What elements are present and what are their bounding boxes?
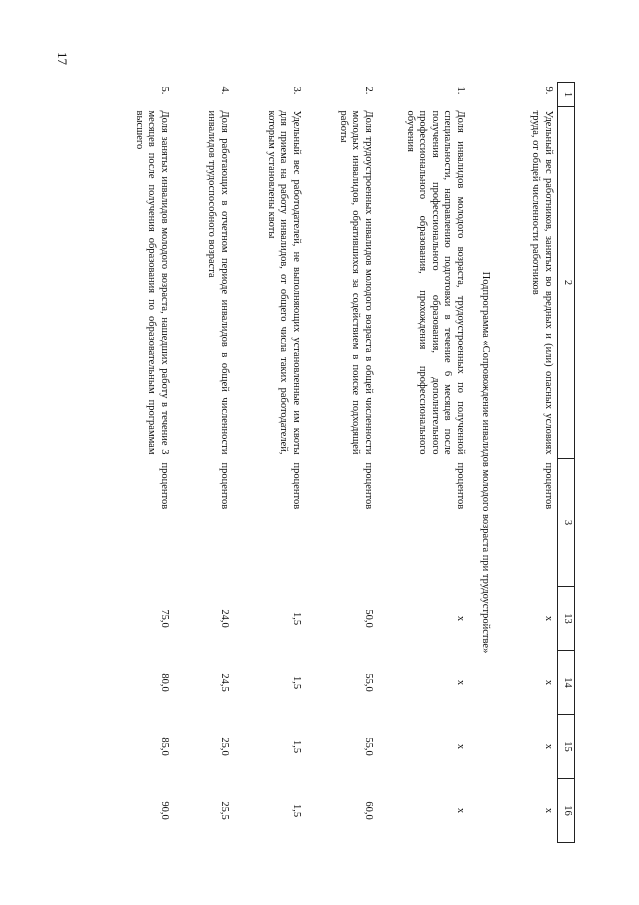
table-row xyxy=(173,83,233,843)
header-cell-14: 14 xyxy=(558,651,575,715)
value-col-15: x xyxy=(543,743,554,750)
indicator-unit: процентов xyxy=(362,462,374,510)
table-row xyxy=(233,83,305,843)
value-col-14: 80,0 xyxy=(158,673,170,692)
header-cell-3: 3 xyxy=(558,459,575,587)
indicator-unit: процентов xyxy=(290,462,302,510)
row-number: 2. xyxy=(362,86,374,95)
indicator-unit: процентов xyxy=(454,462,466,510)
table-header-row xyxy=(558,83,575,843)
value-col-15: 85,0 xyxy=(158,737,170,756)
value-col-13: 50,0 xyxy=(362,609,374,628)
indicator-name: Удельный вес работников, занятых во вредных и (или) опасных условиях труда, от общей численности работников xyxy=(530,110,554,455)
header-cell-16: 16 xyxy=(558,779,575,843)
subprogram-row xyxy=(469,83,500,843)
indicator-name: Доля трудоустроенных инвалидов молодого возраста в общей численности молодых инвалидов, обратившихся за содействием в поиске подходящей работы xyxy=(337,110,374,455)
header-cell-1: 1 xyxy=(558,83,575,107)
row-number: 9. xyxy=(543,86,554,95)
value-col-15: x xyxy=(454,743,466,750)
page-number: 17 xyxy=(55,52,70,65)
value-col-16: x xyxy=(454,807,466,814)
value-col-14: 55,0 xyxy=(362,673,374,692)
value-col-13: x xyxy=(454,615,466,622)
table-row xyxy=(305,83,377,843)
value-col-15: 55,0 xyxy=(362,737,374,756)
header-cell-15: 15 xyxy=(558,715,575,779)
indicators-table xyxy=(127,82,575,843)
value-col-14: 24,5 xyxy=(218,673,230,692)
row-number: 5. xyxy=(158,86,170,95)
indicator-unit: процентов xyxy=(543,462,554,510)
value-col-14: 1,5 xyxy=(290,675,302,690)
value-col-16: 60,0 xyxy=(362,801,374,820)
indicator-name: Удельный вес работодателей, не выполняющих установленные им квоты для приема на работу инвалидов, от общего числа таких работодателей, которым установлены квоты xyxy=(265,110,302,455)
value-col-15: 25,0 xyxy=(218,737,230,756)
indicator-name: Доля занятых инвалидов молодого возраста, нашедших работу в течение 3 месяцев после получения образования по образовательным программам высшего xyxy=(133,110,170,455)
value-col-15: 1,5 xyxy=(290,739,302,754)
row-number: 1. xyxy=(454,86,466,95)
subprogram-title: Подпрограмма «Сопровождение инвалидов молодого возраста при трудоустройстве» xyxy=(480,271,492,654)
header-cell-13: 13 xyxy=(558,587,575,651)
value-col-16: x xyxy=(543,807,554,814)
table-row xyxy=(377,83,469,843)
value-col-13: 1,5 xyxy=(290,611,302,626)
row-number: 4. xyxy=(218,86,230,95)
value-col-16: 1,5 xyxy=(290,803,302,818)
value-col-13: x xyxy=(543,615,554,622)
indicator-name: Доля работающих в отчетном периоде инвалидов в общей численности инвалидов трудоспособного возраста xyxy=(206,110,230,455)
value-col-13: 24,0 xyxy=(218,609,230,628)
value-col-14: x xyxy=(454,679,466,686)
value-col-14: x xyxy=(543,679,554,686)
indicator-unit: процентов xyxy=(158,462,170,510)
table-row xyxy=(127,83,173,843)
rotated-table-wrapper xyxy=(105,82,575,842)
indicator-name: Доля инвалидов молодого возраста, трудоустроенных по полученной специальности, направлению подготовки в течение 6 месяцев после получения профессионального образования, дополнительного профессионального образования, прохождения профессионального обучения xyxy=(404,110,466,455)
value-col-16: 25,5 xyxy=(218,801,230,820)
table-row xyxy=(500,83,558,843)
header-cell-2: 2 xyxy=(558,107,575,459)
indicator-unit: процентов xyxy=(218,462,230,510)
value-col-13: 75,0 xyxy=(158,609,170,628)
value-col-16: 90,0 xyxy=(158,801,170,820)
row-number: 3. xyxy=(290,86,302,95)
